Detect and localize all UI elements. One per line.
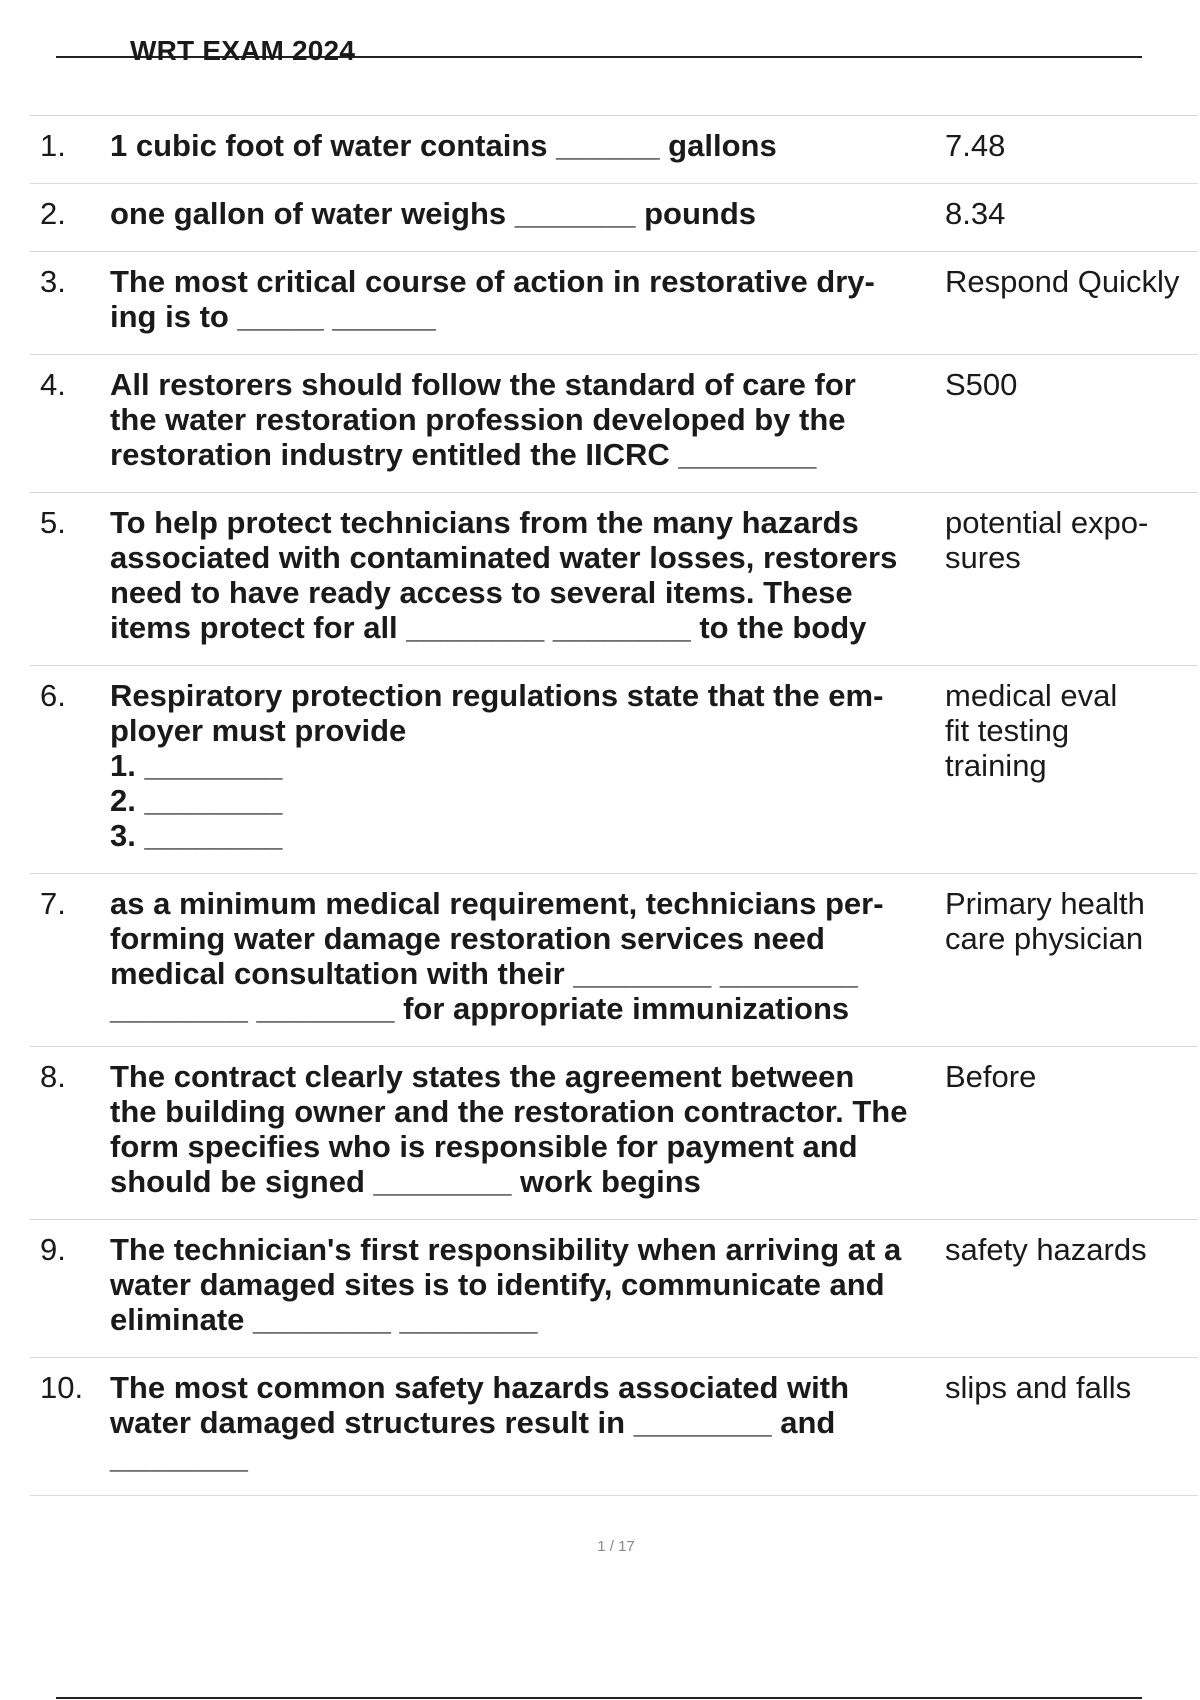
answer-text: Primary health care physician xyxy=(945,886,1145,956)
answer-text: Respond Quickly xyxy=(945,264,1180,299)
question-text: The most common safety hazards associated with water damaged structures result in ________ and ________ xyxy=(110,1370,850,1475)
answer-text: medical eval fit testing training xyxy=(945,678,1118,783)
page-indicator: 1 / 17 xyxy=(597,1538,635,1555)
table-row xyxy=(30,1357,1198,1496)
question-number: 4. xyxy=(40,367,66,402)
table-row xyxy=(30,665,1198,873)
answer-text: 8.34 xyxy=(945,196,1006,231)
question-text: one gallon of water weighs _______ pounds xyxy=(110,196,756,231)
question-text: The most critical course of action in restorative dry- ing is to _____ ______ xyxy=(110,264,875,334)
table-row xyxy=(30,183,1198,251)
question-text: as a minimum medical requirement, technicians per- forming water damage restoration services need medical consultation with their ________ ________ ________ ________ for appropriate immunizations xyxy=(110,886,884,1026)
question-text: The technician's first responsibility when arriving at a water damaged sites is to identify, communicate and eliminate ________ ________ xyxy=(110,1232,902,1337)
answer-text: slips and falls xyxy=(945,1370,1132,1405)
footer-rule xyxy=(56,1697,1142,1699)
table-row xyxy=(30,492,1198,665)
answer-text: 7.48 xyxy=(945,128,1006,163)
answer-text: Before xyxy=(945,1059,1037,1094)
question-text: Respiratory protection regulations state that the em- ployer must provide 1. ________ 2. ________ 3. ________ xyxy=(110,678,884,853)
table-row xyxy=(30,1046,1198,1219)
answer-text: S500 xyxy=(945,367,1018,402)
qa-table xyxy=(30,115,1198,1496)
question-number: 7. xyxy=(40,886,66,921)
table-row xyxy=(30,251,1198,354)
question-number: 8. xyxy=(40,1059,66,1094)
answer-text: safety hazards xyxy=(945,1232,1147,1267)
answer-text: potential expo- sures xyxy=(945,505,1149,575)
question-number: 5. xyxy=(40,505,66,540)
table-row xyxy=(30,873,1198,1046)
question-text: All restorers should follow the standard of care for the water restoration profession developed by the restoration industry entitled the IICRC ________ xyxy=(110,367,856,472)
question-number: 3. xyxy=(40,264,66,299)
question-text: The contract clearly states the agreement between the building owner and the restoration contractor. The form specifies who is responsible for payment and should be signed ________ work begins xyxy=(110,1059,908,1199)
table-row xyxy=(30,115,1198,183)
question-text: To help protect technicians from the many hazards associated with contaminated water losses, restorers need to have ready access to several items. These items protect for all ________ ________ to the body xyxy=(110,505,898,645)
question-number: 6. xyxy=(40,678,66,713)
question-number: 1. xyxy=(40,128,66,163)
document-title: WRT EXAM 2024 xyxy=(130,35,356,66)
question-number: 9. xyxy=(40,1232,66,1267)
question-number: 10. xyxy=(40,1370,84,1405)
question-text: 1 cubic foot of water contains ______ gallons xyxy=(110,128,777,163)
question-number: 2. xyxy=(40,196,66,231)
table-row xyxy=(30,1219,1198,1357)
table-row xyxy=(30,354,1198,492)
